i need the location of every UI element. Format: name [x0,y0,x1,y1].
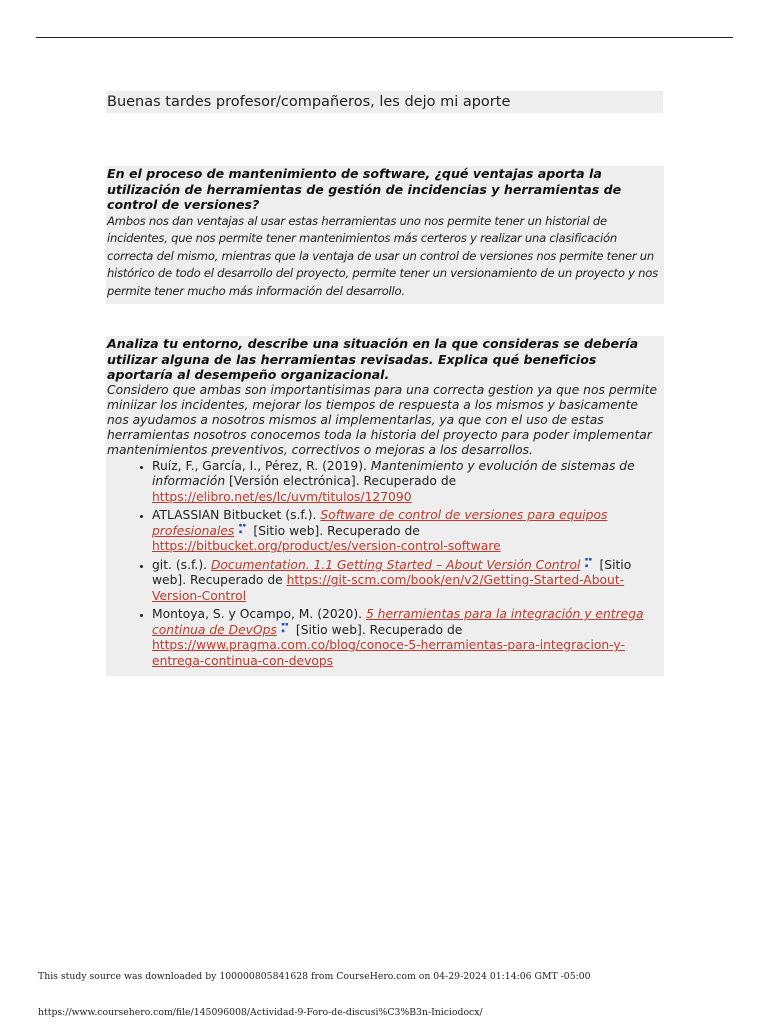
reference-item [152,558,663,605]
question-2-title: Analiza tu entorno, describe una situación en la que consideras se debería utilizar alguna de las herramientas revisadas. Explica qué beneficios aportaría al desempeño organizacional. [107,336,639,382]
reference-title-link[interactable]: Software de control de versiones para equipos profesionales [152,508,608,538]
reference-authors: Montoya, S. y Ocampo, M. (2020). [152,607,366,621]
reference-title: Mantenimiento y evolución de sistemas de información [152,458,635,488]
reference-authors: git. (s.f.). [152,557,211,572]
reference-url-link[interactable]: https://www.pragma.com.co/blog/conoce-5-herramientas-para-integracion-y-entrega-continua-con-devops [152,638,625,668]
reference-source: [Sitio web]. Recuperado de [152,557,632,587]
reference-item [152,459,663,506]
double-chevron-down-icon[interactable]: ⠍ [237,522,248,538]
reference-item [152,508,663,555]
reference-title-link[interactable]: Documentation. 1.1 Getting Started – About Versión Control [210,557,581,572]
question-2-answer: Considero que ambas son importantisimas para una correcta gestion ya que nos permite miniizar los incidentes, mejorar los tiempos de respuesta a los mismos y basicamente nos ayudamos a nosotros mismos al implementarlas, ya que con el uso de estas herramientas nosotros conocemos toda la historia del proyecto para poder implementar mantenimientos preventivos, correctivos o mejoras a los desarrollos. [107,382,658,457]
reference-url-link[interactable]: https://bitbucket.org/product/es/version-control-software [152,539,501,553]
reference-authors: ATLASSIAN Bitbucket (s.f.). [152,508,321,522]
question-1-title: En el proceso de mantenimiento de software, ¿qué ventajas aporta la utilización de herramientas de gestión de incidencias y herramientas de control de versiones? [107,166,622,212]
double-chevron-down-icon[interactable]: ⠍ [279,621,290,637]
reference-authors: Ruíz, F., García, I., Pérez, R. (2019). [152,458,371,473]
question-1-answer: Ambos nos dan ventajas al usar estas herramientas uno nos permite tener un historial de incidentes, que nos permite tener mantenimientos más certeros y realizar una clasificación correcta del mismo, mientras que la ventaja de usar un control de versiones nos permite tener un histórico de todo el desarrollo del proyecto, permite tener un versionamiento de un proyecto y nos permite tener mucho más información del desarrollo. [107,213,658,298]
footer-download-notice: This study source was downloaded by 100000805841628 from CourseHero.com on 04-29-2024 01:14:06 GMT -05:00 [38,971,591,982]
reference-item [152,607,663,669]
double-chevron-down-icon[interactable]: ⠍ [583,556,594,572]
question-2-block [106,336,664,676]
reference-source: [Sitio web]. Recuperado de [249,523,420,538]
greeting-text: Buenas tardes profesor/compañeros, les dejo mi aporte [106,91,663,113]
reference-title-link[interactable]: 5 herramientas para la integración y entrega continua de DevOps [152,607,644,637]
reference-source: [Sitio web]. Recuperado de [292,622,463,637]
reference-source: [Versión electrónica]. Recuperado de [225,474,457,488]
question-1-block [106,166,664,304]
top-divider [36,37,733,38]
reference-list [107,459,663,670]
reference-url-link[interactable]: https://elibro.net/es/lc/uvm/titulos/127090 [152,489,412,504]
reference-url-link[interactable]: https://git-scm.com/book/en/v2/Getting-Started-About-Version-Control [152,573,625,603]
footer-source-url: https://www.coursehero.com/file/145096008/Actividad-9-Foro-de-discusi%C3%B3n-Iniciodocx/ [38,1007,483,1018]
